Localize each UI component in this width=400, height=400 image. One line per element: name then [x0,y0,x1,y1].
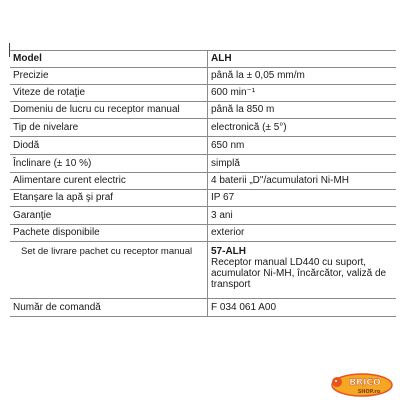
row-value: IP 67 [208,190,397,207]
table-row [10,85,396,102]
bricoshop-logo[interactable] [329,373,393,397]
set-row-value [208,242,397,299]
row-label: Diodă [10,137,208,155]
row-value: 600 min⁻¹ [208,85,397,102]
row-label: Înclinare (± 10 %) [10,155,208,173]
header-model-value: ALH [208,51,397,68]
set-detail: Receptor manual LD440 cu suport, acumulator Ni-MH, încărcător, valiză de transport [211,257,387,290]
row-label: Garanţie [10,207,208,225]
set-row-label: Set de livrare pachet cu receptor manual [10,242,208,299]
row-label: Domeniu de lucru cu receptor manual [10,102,208,119]
logo-text: BRICO [349,378,381,388]
row-label: Precizie [10,68,208,85]
set-row [10,242,396,299]
table-header-row [10,51,396,68]
row-label: Alimentare curent electric [10,173,208,190]
logo-mascot-eye [335,380,337,382]
table-row [10,155,396,173]
row-label: Tip de nivelare [10,119,208,137]
table-row [10,119,396,137]
order-number-value: F 034 061 A00 [208,299,397,317]
order-number-label: Număr de comandă [10,299,208,317]
row-value: electronică (± 5°) [208,119,397,137]
order-number-row [10,299,396,317]
logo-mascot-icon [332,377,342,387]
table-row [10,102,396,119]
table-row [10,225,396,242]
row-value: simplă [208,155,397,173]
row-value: 3 ani [208,207,397,225]
table-row [10,68,396,85]
specification-table [10,50,396,317]
row-label: Pachete disponibile [10,225,208,242]
logo-subtext: SHOP.ro [357,389,381,395]
table-row [10,173,396,190]
row-value: până la 850 m [208,102,397,119]
row-label: Viteze de rotaţie [10,85,208,102]
table-row [10,207,396,225]
row-value: până la ± 0,05 mm/m [208,68,397,85]
row-value: exterior [208,225,397,242]
table-row [10,190,396,207]
set-title: 57-ALH [211,246,247,257]
row-label: Etanşare la apă şi praf [10,190,208,207]
table-row [10,137,396,155]
row-value: 650 nm [208,137,397,155]
header-model-label: Model [10,51,208,68]
row-value: 4 baterii „D"/acumulatori Ni-MH [208,173,397,190]
